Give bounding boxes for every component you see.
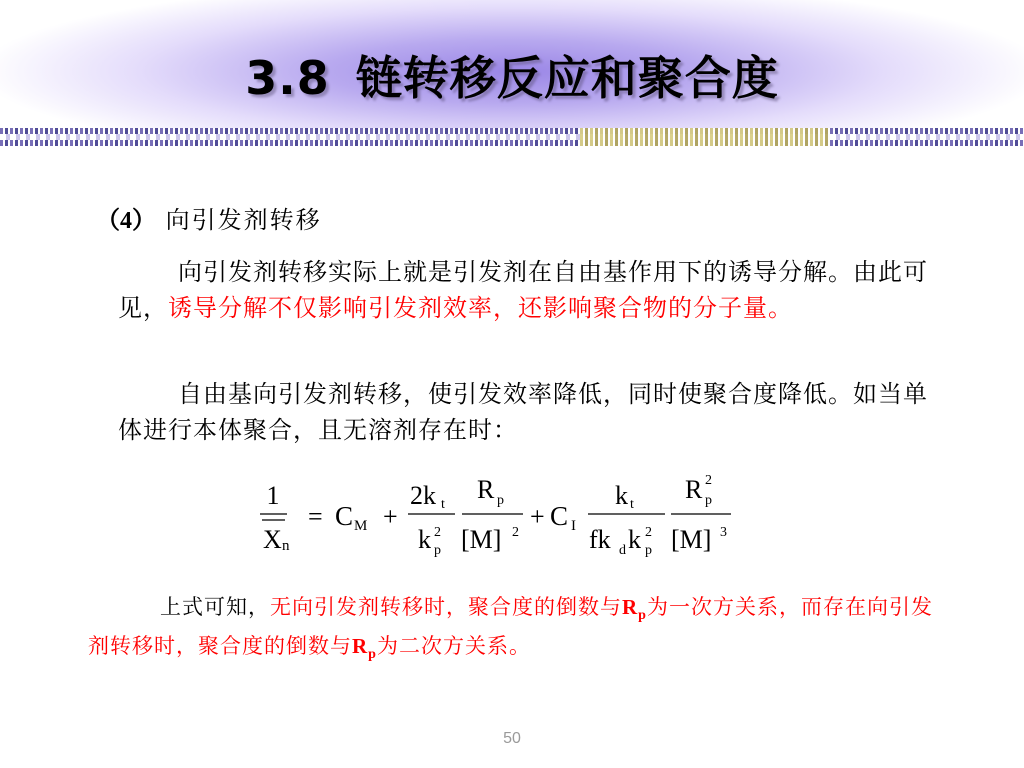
- page-number: 50: [503, 730, 521, 747]
- degree-of-polymerization-equation: [255, 470, 765, 560]
- slide-title: [0, 42, 1024, 108]
- rp-symbol-1: $R_p$: [622, 595, 647, 624]
- frac3-denominator-a-sub: d: [619, 543, 626, 558]
- frac3-numerator: k: [615, 481, 628, 510]
- frac3-denominator-b-sup: 2: [645, 525, 652, 540]
- frac1-denominator-sub: p: [434, 543, 441, 558]
- rp-symbol-2: $R_p$: [352, 634, 377, 663]
- frac3-denominator-b: k: [628, 525, 641, 554]
- section-number: 3.8: [245, 51, 330, 105]
- frac1-numerator: 2k: [410, 481, 436, 510]
- frac2-numerator: R: [477, 475, 495, 504]
- ci-symbol: C: [550, 501, 569, 531]
- frac4-numerator-sup: 2: [705, 473, 712, 488]
- paragraph1-highlight: 诱导分解不仅影响引发剂效率，还影响聚合物的分子量。: [168, 294, 793, 322]
- lhs-numerator: 1: [266, 481, 280, 510]
- frac4-denominator-sup: 3: [720, 525, 727, 540]
- paragraph-efficiency: [118, 376, 938, 448]
- conclusion-lead: 上式可知，: [160, 595, 270, 619]
- section-heading-number: （4）: [96, 208, 156, 234]
- section-heading-text: 向引发剂转移: [165, 206, 322, 234]
- title-text: 链转移反应和聚合度: [355, 51, 779, 105]
- frac2-denominator: [M]: [461, 525, 502, 554]
- frac4-denominator: [M]: [671, 525, 712, 554]
- frac3-denominator-a: fk: [589, 525, 611, 554]
- plus-sign-1: +: [383, 502, 398, 531]
- paragraph-induced-decomposition: [118, 254, 938, 326]
- frac4-numerator-sub: p: [705, 493, 712, 508]
- frac3-numerator-sub: t: [630, 497, 634, 512]
- decorative-divider-highlight: [580, 128, 830, 146]
- lhs-denominator-sub: n: [282, 538, 290, 554]
- frac3-denominator-b-sub: p: [645, 543, 652, 558]
- paragraph2-text: 自由基向引发剂转移，使引发效率降低，同时使聚合度降低。如当单体进行本体聚合，且无溶剂存在时：: [118, 380, 928, 444]
- section-heading: [96, 200, 322, 235]
- frac4-numerator: R: [685, 475, 703, 504]
- paragraph1-text: 向引发剂转移实际上就是引发剂在自由基作用下的诱导分解。由此可见，: [118, 258, 928, 322]
- conclusion-red-1: 无向引发剂转移时，聚合度的倒数与: [270, 595, 622, 619]
- frac2-numerator-sub: p: [497, 493, 504, 508]
- lhs-denominator: X: [263, 525, 282, 554]
- plus-sign-2: +: [530, 502, 545, 531]
- ci-subscript: I: [571, 518, 576, 534]
- conclusion-red-2: 为一次方关系，而存在向引发剂转移时，聚合度的倒数与: [88, 595, 933, 659]
- conclusion-paragraph: [88, 592, 948, 670]
- frac1-denominator: k: [418, 525, 431, 554]
- cm-subscript: M: [354, 518, 368, 534]
- frac1-denominator-sup: 2: [434, 525, 441, 540]
- frac1-numerator-sub: t: [441, 497, 445, 512]
- frac2-denominator-sup: 2: [512, 525, 519, 540]
- decorative-divider: [0, 128, 1024, 146]
- cm-symbol: C: [335, 501, 354, 531]
- conclusion-red-3: 为二次方关系。: [376, 634, 531, 659]
- equals-sign: =: [308, 502, 323, 531]
